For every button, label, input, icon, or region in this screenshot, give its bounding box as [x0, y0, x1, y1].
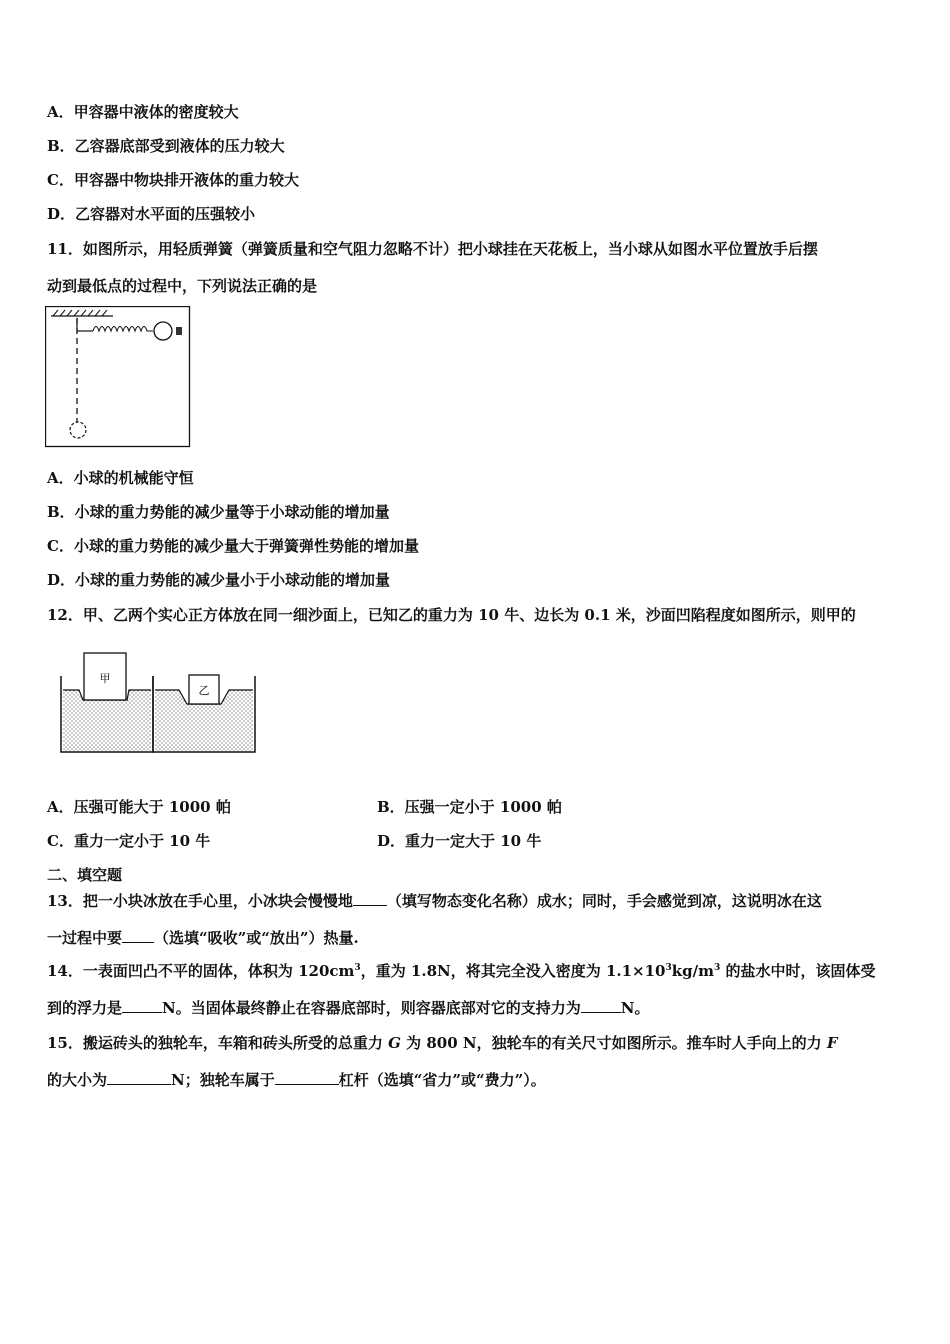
q14-text-2: ，重为 1.8N，将其完全没入密度为 1.1×10 — [360, 962, 666, 980]
q15-var-f: F — [826, 1034, 838, 1052]
q11-option-a: A．小球的机械能守恒 — [47, 469, 194, 487]
q11-stem-line1: 11．如图所示，用轻质弹簧（弹簧质量和空气阻力忽略不计）把小球挂在天花板上，当小球从如图水平位置放手后摆 — [47, 240, 818, 258]
q14-text-3: kg/m — [671, 962, 714, 980]
q14-sup-2: 3 — [665, 963, 672, 973]
q15-line1 — [47, 1033, 910, 1053]
q11-spring-pendulum-figure — [45, 306, 192, 448]
q12-sand-blocks-figure — [55, 648, 260, 756]
block-jia-label: 甲 — [99, 672, 111, 685]
q15-blank-1 — [107, 1070, 171, 1085]
q13-text-3: 一过程中要 — [47, 929, 123, 947]
q14-text-4: 的盐水中时，该固体受 — [720, 962, 876, 980]
q14-text-5: 到的浮力是 — [47, 999, 123, 1017]
q13-text-2: （填写物态变化名称）成水；同时，手会感觉到凉，这说明冰在这 — [386, 892, 822, 910]
q14-text-6: N。当固体最终静止在容器底部时，则容器底部对它的支持力为 — [162, 999, 581, 1017]
q12-stem-line1: 12．甲、乙两个实心正方体放在同一细沙面上，已知乙的重力为 10 牛、边长为 0.1 米，沙面凹陷程度如图所示，则甲的 — [47, 606, 856, 624]
q15-text-3: 的大小为 — [47, 1071, 108, 1089]
q14-line1 — [47, 961, 910, 981]
q12-option-a: A．压强可能大于 1000 帕 — [47, 798, 231, 816]
block-yi-label: 乙 — [198, 684, 210, 697]
q12-option-c: C．重力一定小于 10 牛 — [47, 832, 211, 850]
q13-line1 — [47, 891, 910, 911]
q13-text-4: （选填“吸收”或“放出”）热量. — [154, 929, 359, 947]
q15-var-g: G — [388, 1034, 401, 1052]
q11-stem-line2: 动到最低点的过程中，下列说法正确的是 — [47, 277, 318, 295]
q13-text-1: 13．把一小块冰放在手心里，小冰块会慢慢地 — [47, 892, 353, 910]
q14-blank-2 — [581, 998, 621, 1013]
q15-line2 — [47, 1070, 910, 1090]
q14-sup-3: 3 — [713, 963, 721, 973]
q13-line2 — [47, 928, 910, 948]
q10-option-c: C．甲容器中物块排开液体的重力较大 — [47, 171, 299, 189]
q14-blank-1 — [122, 998, 162, 1013]
section-title-fill-in: 二、填空题 — [47, 866, 123, 884]
q10-option-b: B．乙容器底部受到液体的压力较大 — [47, 137, 285, 155]
q14-text-7: N。 — [620, 999, 650, 1017]
q15-text-2: 为 800 N，独轮车的有关尺寸如图所示。推车时人手向上的力 — [400, 1034, 827, 1052]
q14-sup-1: 3 — [354, 963, 361, 973]
q15-blank-2 — [275, 1070, 339, 1085]
q14-line2 — [47, 998, 910, 1018]
q13-blank-1 — [353, 891, 387, 906]
q11-option-b: B．小球的重力势能的减少量等于小球动能的增加量 — [47, 503, 390, 521]
q12-option-d: D．重力一定大于 10 牛 — [377, 832, 542, 850]
q12-option-b: B．压强一定小于 1000 帕 — [377, 798, 562, 816]
q13-blank-2 — [122, 928, 154, 943]
q10-option-a: A．甲容器中液体的密度较大 — [47, 103, 239, 121]
q11-option-d: D．小球的重力势能的减少量小于小球动能的增加量 — [47, 571, 391, 589]
q15-text-1: 15．搬运砖头的独轮车，车箱和砖头所受的总重力 — [47, 1034, 389, 1052]
q10-option-d: D．乙容器对水平面的压强较小 — [47, 205, 256, 223]
q15-text-4: N；独轮车属于 — [171, 1071, 275, 1089]
q15-text-5: 杠杆（选填“省力”或“费力”）。 — [338, 1071, 546, 1089]
q14-text-1: 14．一表面凹凸不平的固体，体积为 120cm — [47, 962, 355, 980]
q11-option-c: C．小球的重力势能的减少量大于弹簧弹性势能的增加量 — [47, 537, 419, 555]
